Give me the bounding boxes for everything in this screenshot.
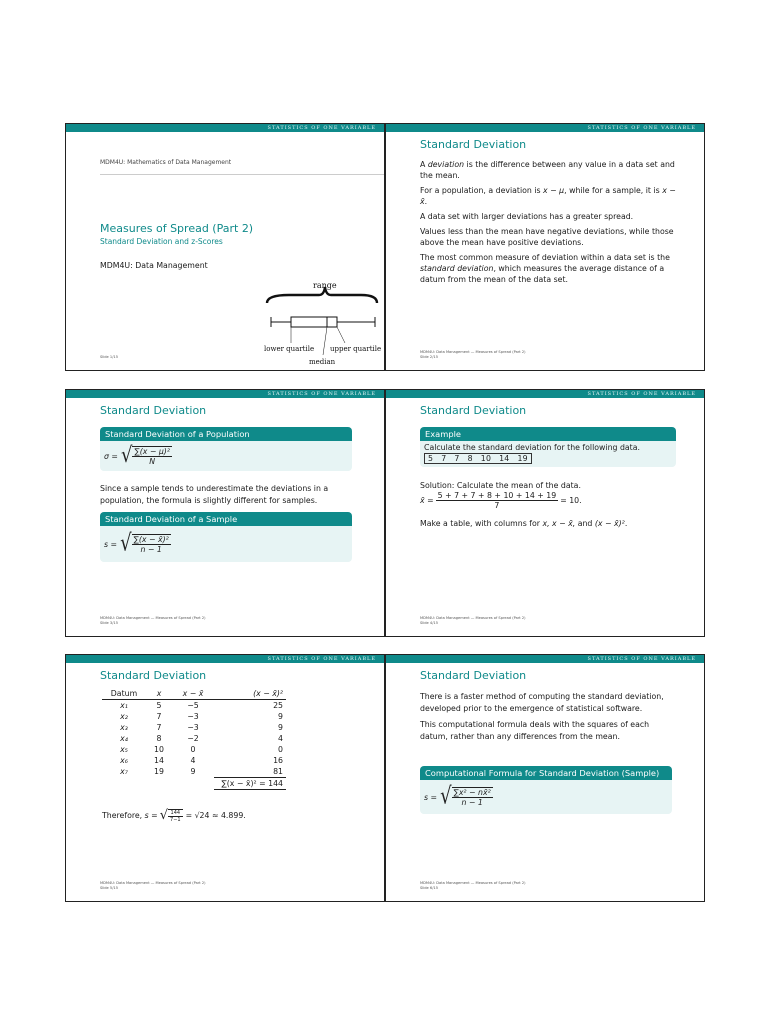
course-name: MDM4U: Mathematics of Data Management <box>100 159 232 166</box>
table-cell: 9 <box>278 723 283 732</box>
mean-lhs: x̄ = <box>420 496 434 505</box>
footer-course: MDM4U: Data Management — Measures of Spread (Part 2) <box>100 616 206 620</box>
section-banner: STATISTICS OF ONE VARIABLE <box>66 655 384 663</box>
therefore-lhs: s = <box>144 811 158 820</box>
section-banner: STATISTICS OF ONE VARIABLE <box>386 390 704 398</box>
section-banner: STATISTICS OF ONE VARIABLE <box>386 655 704 663</box>
block-title: Standard Deviation of a Population <box>100 427 352 441</box>
slide-title: Measures of Spread (Part 2) <box>100 222 254 235</box>
table-cell: 4 <box>190 756 196 765</box>
table-cell: −5 <box>187 701 199 710</box>
paragraph-spread: A data set with larger deviations has a greater spread. <box>420 212 634 221</box>
slide-body <box>420 159 676 289</box>
formula-numerator: ∑x² − nx̄² <box>453 788 491 797</box>
formula-denominator: n − 1 <box>461 798 483 807</box>
paragraph-population-sample: For a population, a deviation is x − μ, while for a sample, it is x − x̄. <box>420 186 676 206</box>
slide-4 <box>385 389 705 637</box>
range-label: range <box>313 281 337 290</box>
slide-footer <box>420 350 526 360</box>
formula-denominator: n − 1 <box>140 545 162 554</box>
slide-3 <box>65 389 385 637</box>
table-cell: 7 <box>156 712 162 721</box>
table-cell: x₂ <box>120 712 128 721</box>
section-banner: STATISTICS OF ONE VARIABLE <box>386 124 704 132</box>
formula-fraction <box>132 446 172 466</box>
table-cell: 4 <box>278 734 283 743</box>
upper-quartile-label: upper quartile <box>330 345 382 353</box>
title-rule <box>100 174 384 175</box>
frame-title: Standard Deviation <box>420 404 527 417</box>
table-cell: x₃ <box>120 723 128 732</box>
table-cell: x₅ <box>120 745 128 754</box>
column-header: Datum <box>110 689 138 698</box>
table-cell: 8 <box>156 734 162 743</box>
table-cell: 7 <box>156 723 162 732</box>
table-cell: −3 <box>187 723 199 732</box>
slide-subtitle: Standard Deviation and z-Scores <box>100 237 223 246</box>
table-cell: x₇ <box>120 767 128 777</box>
sqrt-symbol: √ <box>440 782 452 810</box>
table-row <box>102 733 286 744</box>
table-row <box>102 711 286 722</box>
table-cell: −2 <box>187 734 199 743</box>
sqrt-symbol: √ <box>120 529 132 557</box>
table-cell: 19 <box>154 767 164 777</box>
block-body <box>420 780 672 814</box>
footer-slide-number: Slide 6/15 <box>420 886 438 890</box>
table-cell: 0 <box>278 745 283 754</box>
formula-lhs: σ = <box>104 451 118 461</box>
mean-result: = 10. <box>560 496 582 505</box>
slide-1 <box>65 123 385 371</box>
therefore-denominator: 7−1 <box>170 816 181 823</box>
table-row <box>102 744 286 755</box>
table-cell: x₆ <box>120 756 128 765</box>
section-banner: STATISTICS OF ONE VARIABLE <box>66 390 384 398</box>
computational-formula-block <box>420 766 672 814</box>
footer-course: MDM4U: Data Management — Measures of Spread (Part 2) <box>420 616 526 620</box>
formula-lhs: s = <box>104 539 118 549</box>
mean-denominator: 7 <box>494 501 500 510</box>
block-title: Standard Deviation of a Sample <box>100 512 352 526</box>
paragraph-standard-deviation: The most common measure of deviation within a data set is the standard deviation, which measures the average distance of a datum from the mean of the data set. <box>420 253 670 284</box>
table-instruction: Make a table, with columns for x, x − x̄, and (x − x̄)². <box>420 519 628 528</box>
column-header: (x − x̄)² <box>253 689 283 698</box>
block-title: Example <box>420 427 676 441</box>
sqrt-symbol: √ <box>120 442 133 468</box>
sum-of-squares: ∑(x − x̄)² = 144 <box>214 778 286 790</box>
formula-numerator: ∑(x − x̄)² <box>133 535 169 544</box>
slide-2 <box>385 123 705 371</box>
frame-title: Standard Deviation <box>420 138 527 151</box>
slide-footer <box>420 616 526 626</box>
formula-numerator: ∑(x − μ)² <box>134 447 170 456</box>
solution-text: Solution: Calculate the mean of the data. <box>420 481 581 490</box>
table-cell: x₁ <box>120 701 128 710</box>
box-plot-figure <box>261 275 385 370</box>
slide-footer <box>100 881 206 891</box>
upper-quartile-pointer <box>337 327 345 343</box>
paragraph-deviation: A deviation is the difference between any value in a data set and the mean. <box>420 160 675 180</box>
table-cell: 14 <box>154 756 164 765</box>
table-cell: x₄ <box>120 734 128 743</box>
table-cell: 5 <box>156 701 162 710</box>
table-row <box>102 755 286 766</box>
slide-footer <box>100 616 206 626</box>
footer-slide-number: Slide 3/15 <box>100 621 118 625</box>
table-cell: 9 <box>190 767 196 777</box>
slide-6 <box>385 654 705 902</box>
paragraph-faster-method: There is a faster method of computing the standard deviation, developed prior to the emergence of statistical software. <box>420 692 664 713</box>
table-cell: 0 <box>190 745 196 754</box>
footer-course: MDM4U: Data Management — Measures of Spread (Part 2) <box>420 881 526 885</box>
table-cell: 9 <box>278 712 283 721</box>
median-pointer <box>323 327 327 355</box>
table-row <box>102 722 286 733</box>
table-row <box>102 700 286 712</box>
footer-course: MDM4U: Data Management — Measures of Spread (Part 2) <box>100 881 206 885</box>
frame-title: Standard Deviation <box>100 404 207 417</box>
therefore-line <box>102 808 246 823</box>
frame-title: Standard Deviation <box>420 669 527 682</box>
footer-slide-number: Slide 4/15 <box>420 621 438 625</box>
table-cell: 16 <box>273 756 283 765</box>
slide-footer <box>420 881 526 891</box>
paragraph-signs: Values less than the mean have negative deviations, while those above the mean have positive deviations. <box>420 227 674 247</box>
example-text: Calculate the standard deviation for the following data. <box>424 443 640 452</box>
lower-quartile-label: lower quartile <box>264 345 315 353</box>
frame-title: Standard Deviation <box>100 669 207 682</box>
data-values-box: 5 7 7 8 10 14 19 <box>424 453 532 464</box>
population-sd-block <box>100 427 352 471</box>
section-banner: STATISTICS OF ONE VARIABLE <box>66 124 384 132</box>
sample-note: Since a sample tends to underestimate the deviations in a population, the formula is slightly different for samples. <box>100 484 329 505</box>
table-header-row <box>102 688 286 700</box>
footer-course: MDM4U: Data Management — Measures of Spread (Part 2) <box>420 350 526 354</box>
sqrt-symbol: √ <box>159 808 169 823</box>
formula-denominator: N <box>149 457 156 466</box>
mean-fraction <box>436 491 559 510</box>
mean-equation <box>420 491 582 510</box>
therefore-fraction <box>168 809 183 823</box>
therefore-text: Therefore, <box>102 811 145 820</box>
footer-slide-number: Slide 2/15 <box>420 355 438 359</box>
formula-fraction <box>452 787 493 807</box>
mean-numerator: 5 + 7 + 7 + 8 + 10 + 14 + 19 <box>437 491 557 500</box>
table-cell: 25 <box>273 701 283 710</box>
table-cell: 81 <box>273 767 283 776</box>
therefore-numerator: 144 <box>168 810 183 817</box>
footer-slide-number: Slide 1/15 <box>100 355 118 359</box>
table-sum-row <box>102 778 286 790</box>
column-header: x <box>156 689 162 698</box>
slide-footer <box>100 355 118 360</box>
block-title: Computational Formula for Standard Deviation (Sample) <box>420 766 672 780</box>
author: MDM4U: Data Management <box>100 261 208 270</box>
block-body <box>100 441 352 471</box>
median-label: median <box>309 358 336 366</box>
footer-slide-number: Slide 5/15 <box>100 886 118 890</box>
block-body <box>100 526 352 562</box>
column-header: x − x̄ <box>182 689 204 698</box>
deviation-table <box>102 688 286 790</box>
block-body <box>420 441 676 467</box>
example-block <box>420 427 676 467</box>
sample-sd-block <box>100 512 352 562</box>
paragraph-squares: This computational formula deals with the squares of each datum, rather than any differences from the mean. <box>420 720 650 741</box>
therefore-result: = √24 ≈ 4.899. <box>185 811 246 820</box>
formula-lhs: s = <box>424 792 438 802</box>
table-cell: −3 <box>187 712 199 721</box>
table-row <box>102 766 286 778</box>
slide-5 <box>65 654 385 902</box>
formula-fraction <box>132 534 171 554</box>
quartile-box <box>291 317 337 327</box>
slide-body <box>420 691 670 747</box>
table-cell: 10 <box>154 745 164 754</box>
